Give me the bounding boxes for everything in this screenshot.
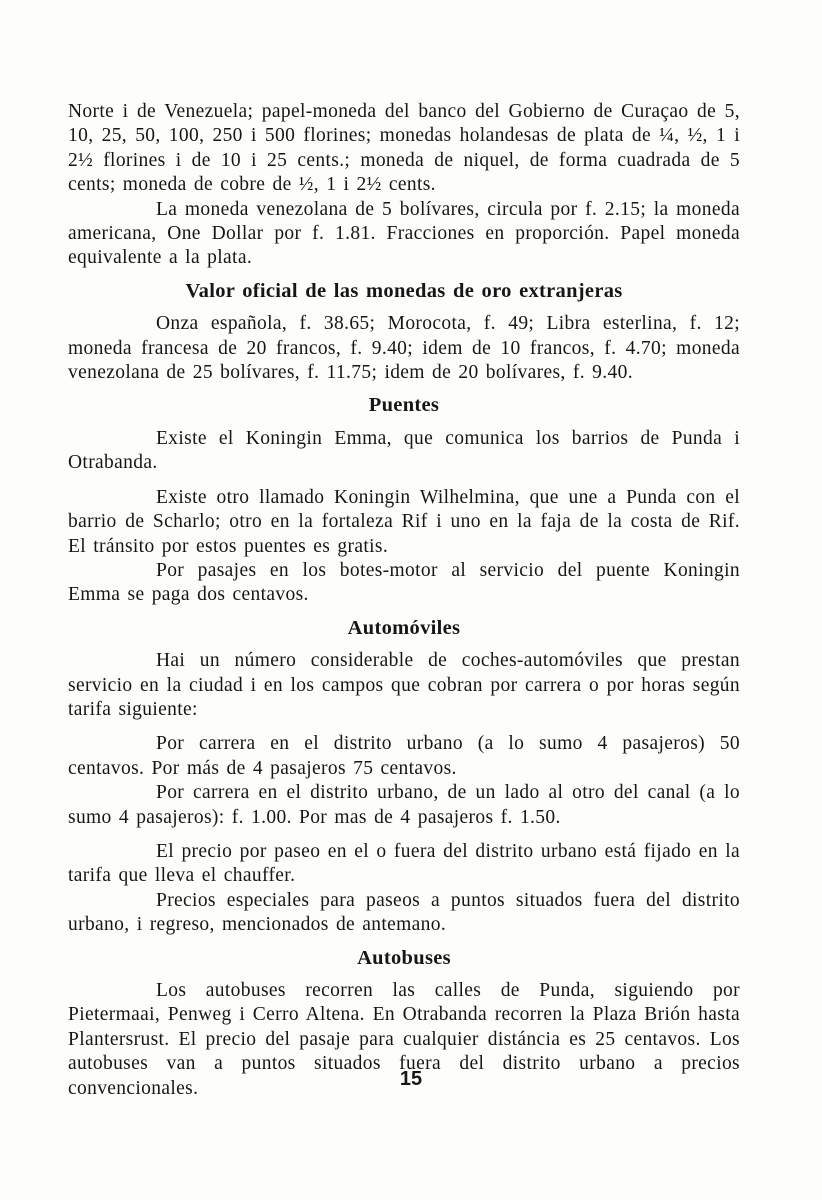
paragraph-tarifa-canal: Por carrera en el distrito urbano, de un lado al otro del canal (a lo sumo 4 pasajeros): f. 1.00. Por mas de 4 pasajeros f. 1.50.	[68, 782, 740, 828]
page-body	[68, 100, 740, 1101]
paragraph-precios-especiales: Precios especiales para paseos a puntos situados fuera del distrito urbano, i regreso, mencionados de antemano.	[68, 889, 740, 936]
heading-automoviles: Automóviles	[347, 616, 461, 639]
paragraph-botes-motor: Por pasajes en los botes-motor al servicio del puente Koningin Emma se paga dos centavos.	[68, 559, 740, 606]
paragraph-tarifa-urbano: Por carrera en el distrito urbano (a lo sumo 4 pasajeros) 50 centavos. Por más de 4 pasajeros 75 centavos.	[68, 733, 740, 779]
paragraph-precio-paseo: El precio por paseo en el o fuera del distrito urbano está fijado en la tarifa que lleva el chauffer.	[68, 840, 740, 887]
paragraph-puente-emma: Existe el Koningin Emma, que comunica los barrios de Punda i Otrabanda.	[68, 427, 740, 474]
heading-autobuses: Autobuses	[357, 946, 451, 969]
heading-valor-oficial: Valor oficial de las monedas de oro extranjeras	[185, 279, 623, 302]
paragraph-exchange: La moneda venezolana de 5 bolívares, circula por f. 2.15; la moneda americana, One Dollar por f. 1.81. Fracciones en proporción. Papel moneda equivalente a la plata.	[68, 198, 740, 269]
heading-puentes: Puentes	[368, 394, 440, 417]
paragraph-gold-coins: Onza española, f. 38.65; Morocota, f. 49; Libra esterlina, f. 12; moneda francesa de 20 francos, f. 9.40; idem de 10 francos, f. 4.70; moneda venezolana de 25 bolívares, f. 11.75; idem de 20 bolívares, f. 9.40.	[68, 313, 740, 384]
paragraph-currency: Norte i de Venezuela; papel-moneda del banco del Gobierno de Curaçao de 5, 10, 25, 50, 100, 250 i 500 florines; monedas holandesas de plata de ¼, ½, 1 i 2½ florines i de 10 i 25 cents.; moneda de niquel, de forma cuadrada de 5 cents; moneda de cobre de ½, 1 i 2½ cents.	[68, 101, 740, 196]
paragraph-automoviles-intro: Hai un número considerable de coches-automóviles que prestan servicio en la ciudad i en los campos que cobran por carrera o por horas según tarifa siguiente:	[68, 650, 740, 720]
page-number: 15	[399, 1068, 423, 1090]
paragraph-autobuses: Los autobuses recorren las calles de Punda, siguiendo por Pietermaai, Penweg i Cerro Altena. En Otrabanda recorren la Plaza Brión hasta Plantersrust. El precio del pasaje para cualquier distáncia es 25 centavos. Los autobuses van a puntos situados fuera del distrito urbano a precios convencionales.	[68, 980, 740, 1099]
paragraph-puente-wilhelmina: Existe otro llamado Koningin Wilhelmina, que une a Punda con el barrio de Scharlo; otro en la fortaleza Rif i uno en la faja de la costa de Rif. El tránsito por estos puentes es gratis.	[68, 486, 740, 557]
